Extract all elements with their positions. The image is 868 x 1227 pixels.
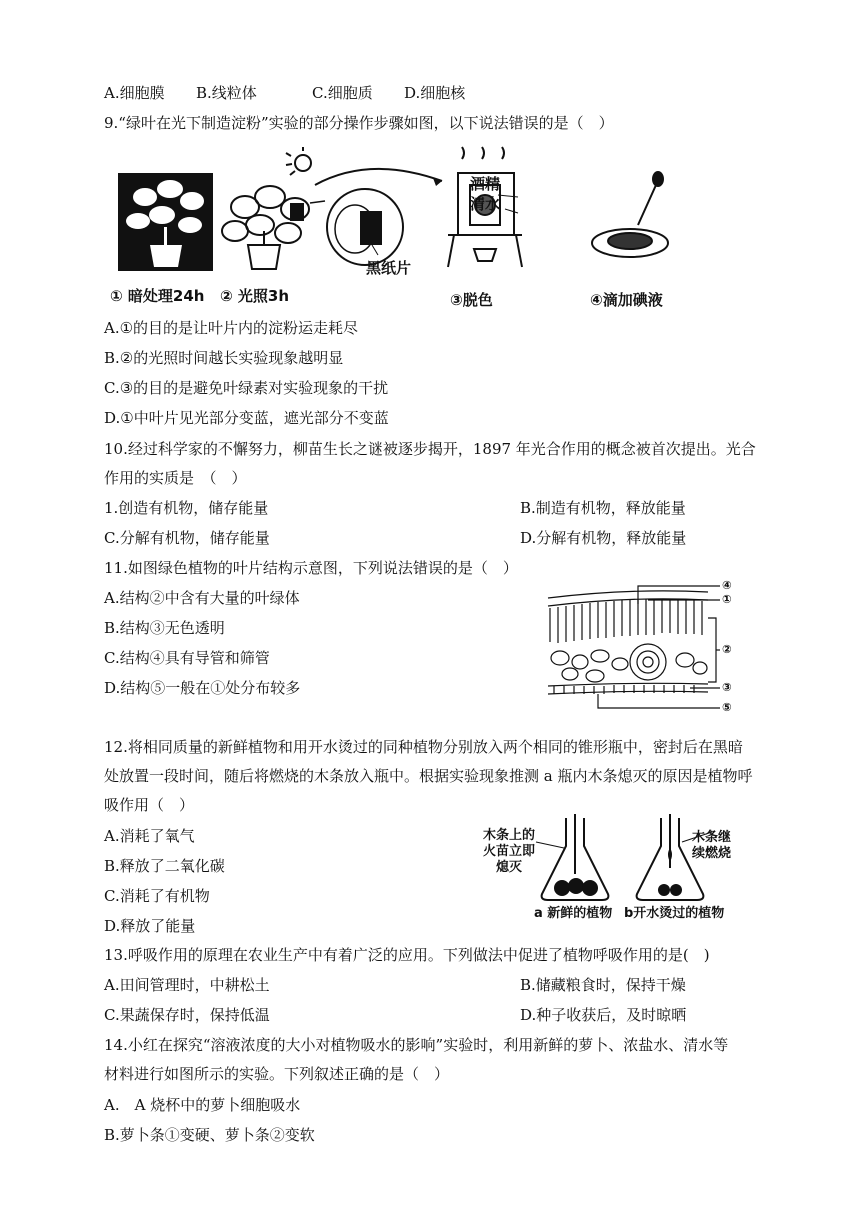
sun-icon bbox=[286, 147, 311, 175]
q8-option-a: A.细胞膜 bbox=[104, 84, 165, 102]
label-2: ② bbox=[722, 642, 732, 656]
q11-stem: 11.如图绿色植物的叶片结构示意图，下列说法错误的是（ ） bbox=[104, 559, 518, 577]
leaf-structure-figure bbox=[540, 578, 745, 716]
q10-option-c: C.分解有机物，储存能量 bbox=[104, 529, 270, 547]
q11-option-c: C.结构④具有导管和筛管 bbox=[104, 649, 270, 667]
flame-out-line1: 木条上的 bbox=[482, 828, 535, 843]
q8-option-b: B.线粒体 bbox=[196, 84, 257, 102]
q10-option-d: D.分解有机物，释放能量 bbox=[520, 529, 687, 547]
black-paper-label: 黑纸片 bbox=[366, 259, 412, 277]
label-5: ⑤ bbox=[722, 700, 732, 714]
q13-option-b: B.储藏粮食时，保持干燥 bbox=[520, 976, 686, 994]
q12-stem-line1: 12.将相同质量的新鲜植物和用开水烫过的同种植物分别放入两个相同的锥形瓶中，密封后在黑暗 bbox=[104, 738, 743, 756]
q14-stem-line1: 14.小红在探究“溶液浓度的大小对植物吸水的影响”实验时，利用新鲜的萝卜、浓盐水、清水等 bbox=[104, 1036, 729, 1054]
q14-option-b: B.萝卜条①变硬、萝卜条②变软 bbox=[104, 1126, 315, 1144]
step3-caption: ③脱色 bbox=[450, 291, 493, 309]
step2-caption: ② 光照3h bbox=[220, 287, 290, 305]
plant-light-icon bbox=[222, 186, 309, 269]
petri-dish-dropper-icon bbox=[592, 172, 668, 257]
q14-stem-line2: 材料进行如图所示的实验。下列叙述正确的是（ ） bbox=[104, 1065, 450, 1083]
q14-option-a: A. A 烧杯中的萝卜细胞吸水 bbox=[104, 1096, 301, 1114]
q9-option-d: D.①中叶片见光部分变蓝，遮光部分不变蓝 bbox=[104, 409, 389, 427]
keeps-burning-line2: 续燃烧 bbox=[692, 846, 732, 861]
q11-option-a: A.结构②中含有大量的叶绿体 bbox=[104, 589, 300, 607]
q12-option-b: B.释放了二氧化碳 bbox=[104, 857, 225, 875]
q12-option-a: A.消耗了氧气 bbox=[104, 827, 195, 845]
q10-stem-line1: 10.经过科学家的不懈努力，柳苗生长之谜被逐步揭开，1897 年光合作用的概念被首次提出。光合 bbox=[104, 440, 756, 458]
alcohol-label: 酒精 bbox=[470, 175, 501, 193]
q13-option-d: D.种子收获后，及时晾晒 bbox=[520, 1006, 687, 1024]
q8-option-c: C.细胞质 bbox=[312, 84, 373, 102]
q10-stem-line2: 作用的实质是 （ ） bbox=[104, 469, 247, 487]
flask-experiment-figure bbox=[476, 812, 736, 922]
q11-option-d: D.结构⑤一般在①处分布较多 bbox=[104, 679, 301, 697]
q9-figure bbox=[110, 145, 710, 315]
q12-stem-line3: 吸作用（ ） bbox=[104, 796, 195, 814]
label-3: ③ bbox=[722, 680, 732, 694]
q13-stem: 13.呼吸作用的原理在农业生产中有着广泛的应用。下列做法中促进了植物呼吸作用的是( ) bbox=[104, 946, 710, 964]
q9-option-c: C.③的目的是避免叶绿素对实验现象的干扰 bbox=[104, 379, 389, 397]
q9-stem: 9.“绿叶在光下制造淀粉”实验的部分操作步骤如图，以下说法错误的是（ ） bbox=[104, 114, 614, 132]
keeps-burning-line1: 木条继 bbox=[692, 830, 732, 845]
q8-option-d: D.细胞核 bbox=[404, 84, 466, 102]
water-label: 清水 bbox=[470, 195, 501, 213]
q13-option-a: A.田间管理时，中耕松土 bbox=[104, 976, 270, 994]
caption-b: b开水烫过的植物 bbox=[624, 906, 725, 921]
step4-caption: ④滴加碘液 bbox=[590, 291, 663, 309]
q10-option-a: 1.创造有机物，储存能量 bbox=[104, 499, 269, 517]
leaf-with-paper-icon bbox=[310, 189, 403, 265]
flame-out-line3: 熄灭 bbox=[495, 860, 522, 875]
q12-option-d: D.释放了能量 bbox=[104, 917, 196, 935]
palisade-cells bbox=[550, 599, 702, 643]
label-4: ④ bbox=[722, 578, 732, 592]
step1-caption: ① 暗处理24h bbox=[110, 287, 205, 305]
label-1: ① bbox=[722, 592, 732, 606]
q10-option-b: B.制造有机物，释放能量 bbox=[520, 499, 686, 517]
q9-option-a: A.①的目的是让叶片内的淀粉运走耗尽 bbox=[104, 319, 359, 337]
q9-option-b: B.②的光照时间越长实验现象越明显 bbox=[104, 349, 344, 367]
q12-option-c: C.消耗了有机物 bbox=[104, 887, 210, 905]
q13-option-c: C.果蔬保存时，保持低温 bbox=[104, 1006, 270, 1024]
q11-option-b: B.结构③无色透明 bbox=[104, 619, 225, 637]
flame-out-line2: 火苗立即 bbox=[482, 844, 535, 859]
q12-stem-line2: 处放置一段时间，随后将燃烧的木条放入瓶中。根据实验现象推测 a 瓶内木条熄灭的原因是植物呼 bbox=[104, 767, 753, 785]
caption-a: a 新鲜的植物 bbox=[534, 906, 613, 921]
